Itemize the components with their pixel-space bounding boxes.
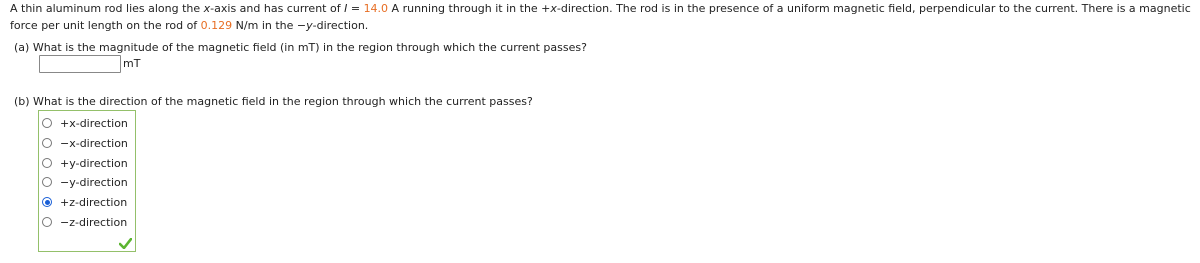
check-icon	[119, 238, 132, 249]
question-b: (b) What is the direction of the magnetic field in the region through which the current passes?	[14, 95, 533, 108]
problem-text: -direction.	[312, 19, 369, 32]
direction-options	[38, 110, 136, 252]
problem-text: =	[347, 2, 364, 15]
option-minus-y[interactable]	[42, 175, 128, 189]
radio-button-selected[interactable]	[42, 197, 52, 207]
option-plus-y[interactable]	[42, 156, 128, 170]
problem-text: A running through it in the +	[388, 2, 551, 15]
problem-text: -axis and has current of	[210, 2, 345, 15]
radio-button[interactable]	[42, 118, 52, 128]
problem-text: A thin aluminum rod lies along the	[10, 2, 204, 15]
radio-button[interactable]	[42, 217, 52, 227]
option-label: −z-direction	[60, 215, 128, 229]
force-value: 0.129	[200, 19, 233, 32]
current-value: 14.0	[363, 2, 389, 15]
option-label: −y-direction	[60, 175, 128, 189]
magnetic-field-input[interactable]	[39, 55, 121, 73]
option-minus-z[interactable]	[42, 215, 127, 229]
question-a: (a) What is the magnitude of the magnetic field (in mT) in the region through which the current passes?	[14, 41, 587, 54]
option-label: −x-direction	[60, 136, 128, 150]
variable-y: y	[306, 19, 313, 32]
problem-text: -direction. The rod is in the presence of a uniform magnetic field, perpendicular to the current. There is a magnetic force per unit length on the rod of	[10, 2, 1191, 32]
option-label: +y-direction	[60, 156, 128, 170]
radio-button[interactable]	[42, 158, 52, 168]
option-plus-z[interactable]	[42, 195, 127, 209]
variable-current: I	[344, 2, 348, 15]
variable-x: x	[203, 2, 211, 15]
radio-button[interactable]	[42, 177, 52, 187]
unit-label: mT	[123, 57, 141, 70]
option-label: +x-direction	[60, 116, 128, 130]
option-minus-x[interactable]	[42, 136, 128, 150]
problem-statement	[10, 0, 1195, 34]
option-label: +z-direction	[60, 195, 128, 209]
radio-button[interactable]	[42, 138, 52, 148]
problem-text: N/m in the −	[232, 19, 307, 32]
option-plus-x[interactable]	[42, 116, 128, 130]
variable-x: x	[550, 2, 557, 15]
